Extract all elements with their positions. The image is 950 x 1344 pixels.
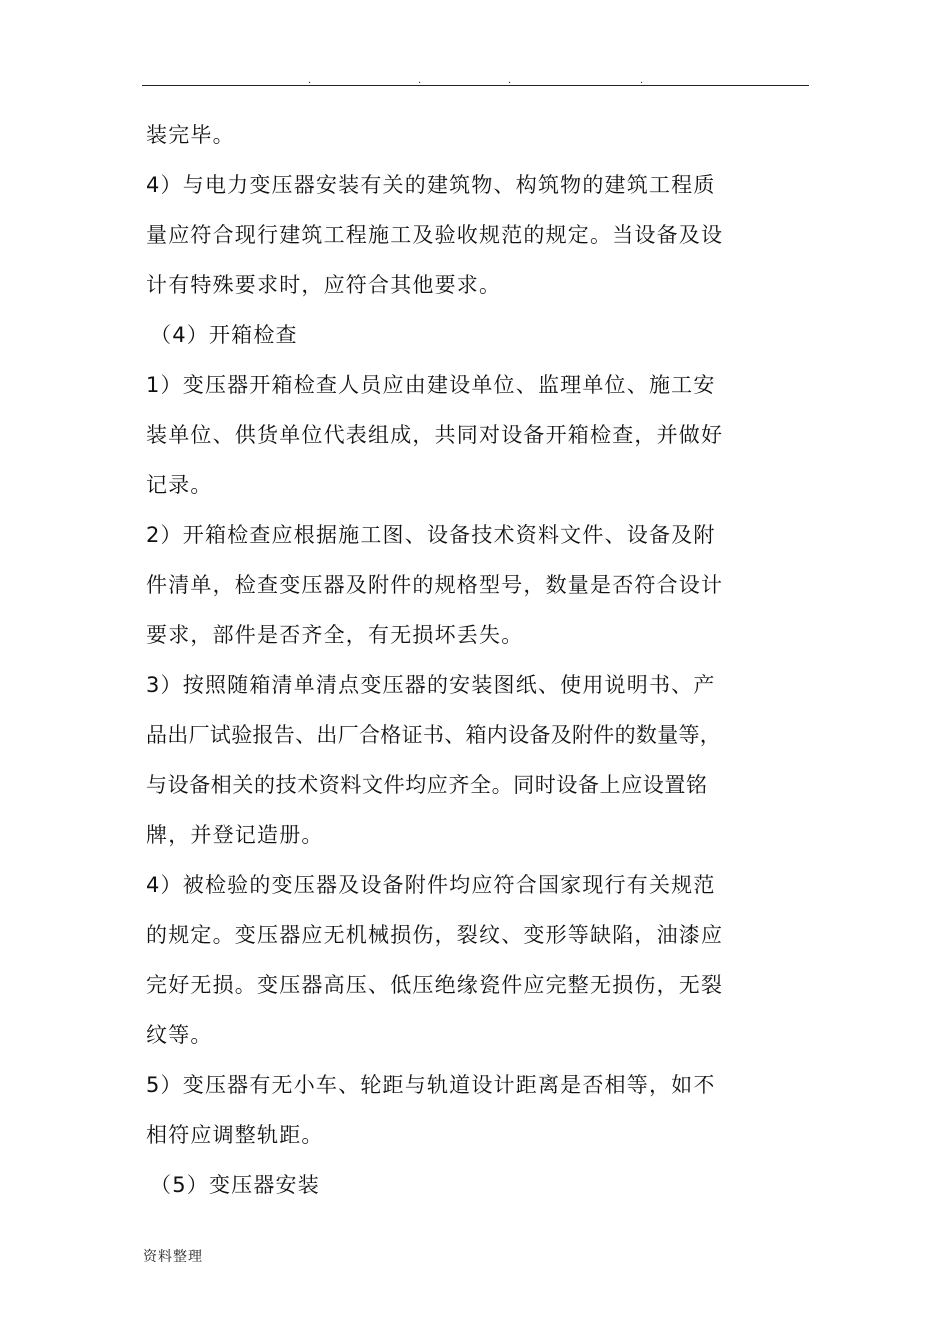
header-dot: .	[418, 75, 422, 86]
text-line: 4）被检验的变压器及设备附件均应符合国家现行有关规范	[146, 873, 716, 897]
header-dot: .	[640, 75, 644, 86]
text-line: 5）变压器有无小车、轮距与轨道设计距离是否相等，如不	[146, 1073, 716, 1097]
section-heading: （4）开箱检查	[150, 323, 298, 347]
text-line: 3）按照随箱清单清点变压器的安装图纸、使用说明书、产	[146, 673, 716, 697]
text-line: 装单位、供货单位代表组成，共同对设备开箱检查，并做好	[146, 423, 724, 447]
text-line: 1）变压器开箱检查人员应由建设单位、监理单位、施工安	[146, 373, 716, 397]
header-dot: .	[308, 75, 312, 86]
footer-label: 资料整理	[143, 1249, 203, 1265]
text-line: 计有特殊要求时，应符合其他要求。	[146, 273, 502, 297]
text-line: 4）与电力变压器安装有关的建筑物、构筑物的建筑工程质	[146, 173, 716, 197]
header-rule	[142, 85, 809, 86]
section-heading: （5）变压器安装	[150, 1173, 320, 1197]
text-line: 完好无损。变压器高压、低压绝缘瓷件应完整无损伤，无裂	[146, 973, 724, 997]
text-line: 记录。	[146, 473, 213, 497]
text-line: 装完毕。	[146, 123, 235, 147]
text-line: 的规定。变压器应无机械损伤，裂纹、变形等缺陷，油漆应	[146, 923, 724, 947]
text-line: 量应符合现行建筑工程施工及验收规范的规定。当设备及设	[146, 223, 724, 247]
text-line: 牌，并登记造册。	[146, 823, 324, 847]
text-line: 要求，部件是否齐全，有无损坏丢失。	[146, 623, 524, 647]
text-line: 件清单，检查变压器及附件的规格型号，数量是否符合设计	[146, 573, 724, 597]
text-line: 相符应调整轨距。	[146, 1123, 324, 1147]
text-line: 品出厂试验报告、出厂合格证书、箱内设备及附件的数量等，	[146, 723, 722, 747]
text-line: 与设备相关的技术资料文件均应齐全。同时设备上应设置铭	[146, 773, 708, 797]
text-line: 纹等。	[146, 1023, 213, 1047]
text-line: 2）开箱检查应根据施工图、设备技术资料文件、设备及附	[146, 523, 716, 547]
header-dot: .	[508, 75, 512, 86]
